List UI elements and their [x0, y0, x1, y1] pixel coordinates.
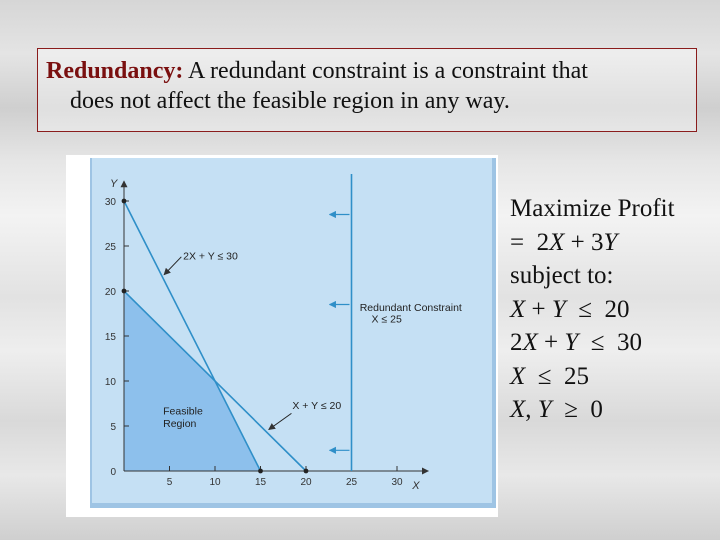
x-axis-label: X [412, 480, 420, 492]
objective-line: Maximize Profit [510, 195, 675, 222]
feasible-region-label-line2: Region [163, 417, 197, 430]
c1-annotation: X + Y ≤ 20 [292, 399, 342, 412]
redundant-annotation-line2: X ≤ 25 [371, 313, 402, 326]
constraint-2: 2X + Y ≤ 30 [510, 329, 643, 356]
x-tick-label: 30 [391, 477, 403, 488]
x-tick-label: 5 [166, 477, 173, 488]
definition-term: Redundancy: [46, 58, 184, 84]
constraint-graph [66, 155, 498, 517]
intercept-point [304, 469, 309, 474]
x-tick-label: 20 [300, 477, 312, 488]
y-tick-label: 20 [104, 287, 116, 298]
intercept-point [122, 199, 127, 204]
y-tick-label: 30 [104, 197, 116, 208]
objective-expression: = 2X + 3Y [510, 228, 618, 256]
definition-text-line1: A redundant constraint is a constraint that [183, 58, 588, 84]
c2-annotation: 2X + Y ≤ 30 [183, 250, 238, 263]
intercept-point [122, 289, 127, 294]
feasible-region-label-line1: Feasible [163, 405, 203, 418]
x-tick-label: 25 [345, 477, 358, 488]
subject-to-line: subject to: [510, 262, 614, 289]
y-tick-label: 25 [104, 242, 116, 253]
redundant-annotation-line1: Redundant Constraint [359, 301, 462, 314]
definition-text-line2: does not affect the feasible region in any way. [70, 88, 510, 114]
y-tick-label: 5 [110, 422, 116, 433]
y-tick-label: 10 [104, 377, 116, 388]
intercept-point [258, 469, 263, 474]
constraint-nonnegativity: X, Y ≥ 0 [510, 396, 603, 423]
y-axis-label: Y [110, 178, 118, 190]
constraint-graph-figure [66, 155, 498, 517]
x-tick-label: 10 [209, 477, 221, 488]
constraint-1: X + Y ≤ 20 [510, 295, 630, 323]
x-tick-label: 15 [254, 477, 267, 488]
lp-model [510, 192, 715, 427]
constraint-3: X ≤ 25 [510, 362, 590, 390]
y-tick-label: 15 [104, 332, 116, 343]
y-tick-label: 0 [110, 467, 116, 478]
definition-box [37, 48, 697, 132]
